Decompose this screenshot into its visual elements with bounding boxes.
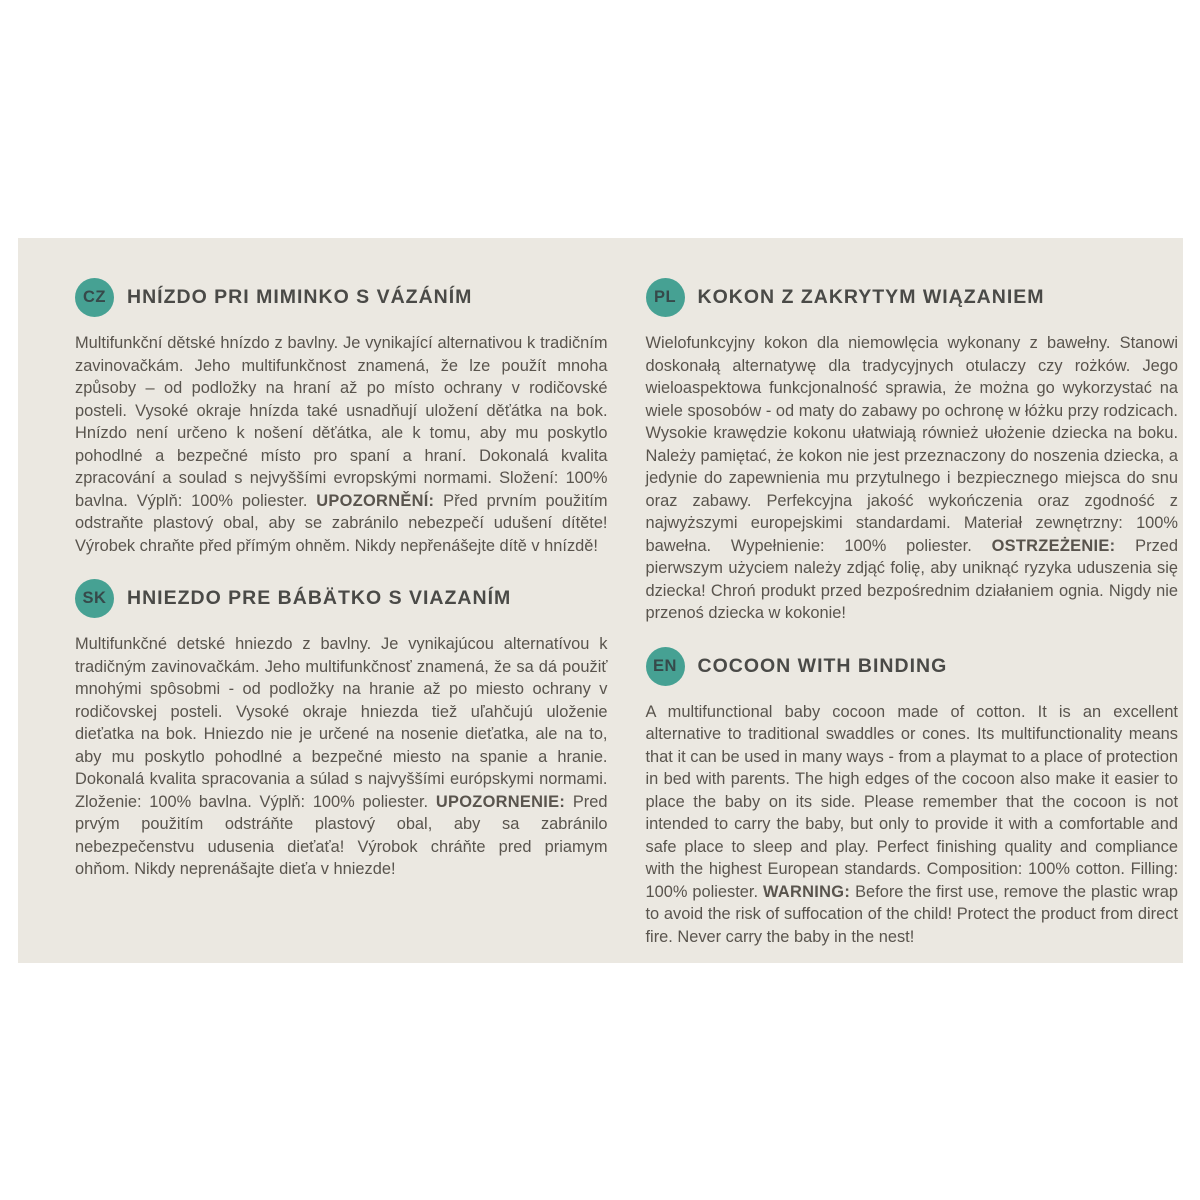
body-text-cz: Multifunkční dětské hnízdo z bavlny. Je vynikající alternativou k tradičním zavinovačkám. Jeho multifunkčnost znamená, že lze použít mnoha způsoby – od podložky na hraní až po místo ochrany v rodičovské posteli. Vysoké okraje hnízda také usnadňují uložení děťátka na bok. Hnízdo není určeno k nošení děťátka, ale k tomu, aby mu poskytlo pohodlné a bezpečné místo pro spaní a hraní. Dokonalá kvalita zpracování a soulad s nejvyššími evropskými normami. Složení: 100% bavlna. Výplň: 100% poliester. [75,334,608,510]
warning-label-en: WARNING: [763,882,851,901]
section-body-cz [75,332,608,557]
section-sk-header [75,579,608,618]
right-column [645,278,1179,946]
lang-badge-en-icon: EN [646,647,685,686]
warning-text-pl: Przed pierwszym użyciem należy zdjąć folię, aby uniknąć ryzyka uduszenia się dziecka! Chroń produkt przed bezpośrednim działaniem ognia. Nigdy nie przenoś dziecka w kokonie! [645,536,1178,622]
section-sk [75,579,608,881]
section-cz-header [75,278,608,317]
warning-label-sk: UPOZORNENIE: [435,792,566,811]
section-en [646,647,1179,949]
body-text-en: A multifunctional baby cocoon made of cotton. It is an excellent alternative to traditional swaddles or cones. Its multifunctionality means that it can be used in many ways - from a playmat to a place of protection in bed with parents. The high edges of the cocoon also make it easier to place the baby on its side. Please remember that the cocoon is not intended to carry the baby, but only to provide it with a comfortable and safe place to sleep and play. Perfect finishing quality and compliance with the highest European standards. Composition: 100% cotton. Filling: 100% poliester. [645,702,1178,901]
section-pl [646,278,1179,625]
left-column [75,278,608,943]
section-body-en [646,701,1179,949]
warning-text-en: Before the first use, remove the plastic wrap to avoid the risk of suffocation of the child! Protect the product from direct fire. Never carry the baby in the nest! [645,882,1178,946]
lang-badge-cz-icon: CZ [75,278,114,317]
warning-text-cz: Před prvním použitím odstraňte plastový obal, aby se zabránilo nebezpečí udušení dítěte! Výrobek chraňte před přímým ohněm. Nikdy nepřenášejte dítě v hnízdě! [75,491,608,555]
body-text-sk: Multifunkčné detské hniezdo z bavlny. Je vynikajúcou alternatívou k tradičným zavinovačkám. Jeho multifunkčnosť znamená, že sa dá použiť mnohými spôsobmi - od podložky na hranie až po miesto ochrany v rodičovskej posteli. Vysoké okraje hniezda tiež uľahčujú uloženie dieťatka na bok. Hniezdo nie je určené na nosenie dieťatka, ale na to, aby mu poskytlo pohodlné a bezpečné miesto na spanie a hranie. Dokonalá kvalita spracovania a súlad s najvyššími európskymi normami. Zloženie: 100% bavlna. Výplň: 100% poliester. [75,635,608,811]
lang-badge-pl-icon: PL [646,278,685,317]
section-body-sk [75,633,608,881]
section-heading-en: COCOON WITH BINDING [697,654,948,677]
section-heading-cz: HNÍZDO PRI MIMINKO S VÁZÁNÍM [127,286,473,308]
section-en-header [646,647,1179,686]
warning-label-pl: OSTRZEŻENIE: [991,536,1116,555]
section-body-pl [646,332,1179,625]
section-pl-header [646,278,1179,317]
section-heading-pl: KOKON Z ZAKRYTYM WIĄZANIEM [697,286,1045,308]
warning-label-cz: UPOZORNĚNÍ: [316,491,435,510]
body-text-pl: Wielofunkcyjny kokon dla niemowlęcia wykonany z bawełny. Stanowi doskonałą alternatywę dla tradycyjnych otulaczy czy rożków. Jego wieloaspektowa funkcjonalność sprawia, że można go wykorzystać na wiele sposobów - od maty do zabawy po ochronę w łóżku przy rodzicach. Wysokie krawędzie kokonu ułatwiają również ułożenie dziecka na boku. Należy pamiętać, że kokon nie jest przeznaczony do noszenia dziecka, a jedynie do zapewnienia mu przytulnego i bezpiecznego miejsca do snu oraz zabawy. Perfekcyjna jakość wykończenia oraz zgodność z najwyższymi europejskimi standardami. Materiał zewnętrzny: 100% bawełna. Wypełnienie: 100% poliester. [645,334,1178,555]
product-info-card [18,238,1183,963]
section-heading-sk: HNIEZDO PRE BÁBÄTKO S VIAZANÍM [127,587,512,609]
section-cz [75,278,608,557]
warning-text-sk: Pred prvým použitím odstráňte plastový obal, aby sa zabránilo nebezpečenstvu udusenia dieťaťa! Výrobok chráňte pred priamym ohňom. Nikdy neprenášajte dieťa v hniezde! [75,792,608,878]
lang-badge-sk-icon: SK [75,579,114,618]
